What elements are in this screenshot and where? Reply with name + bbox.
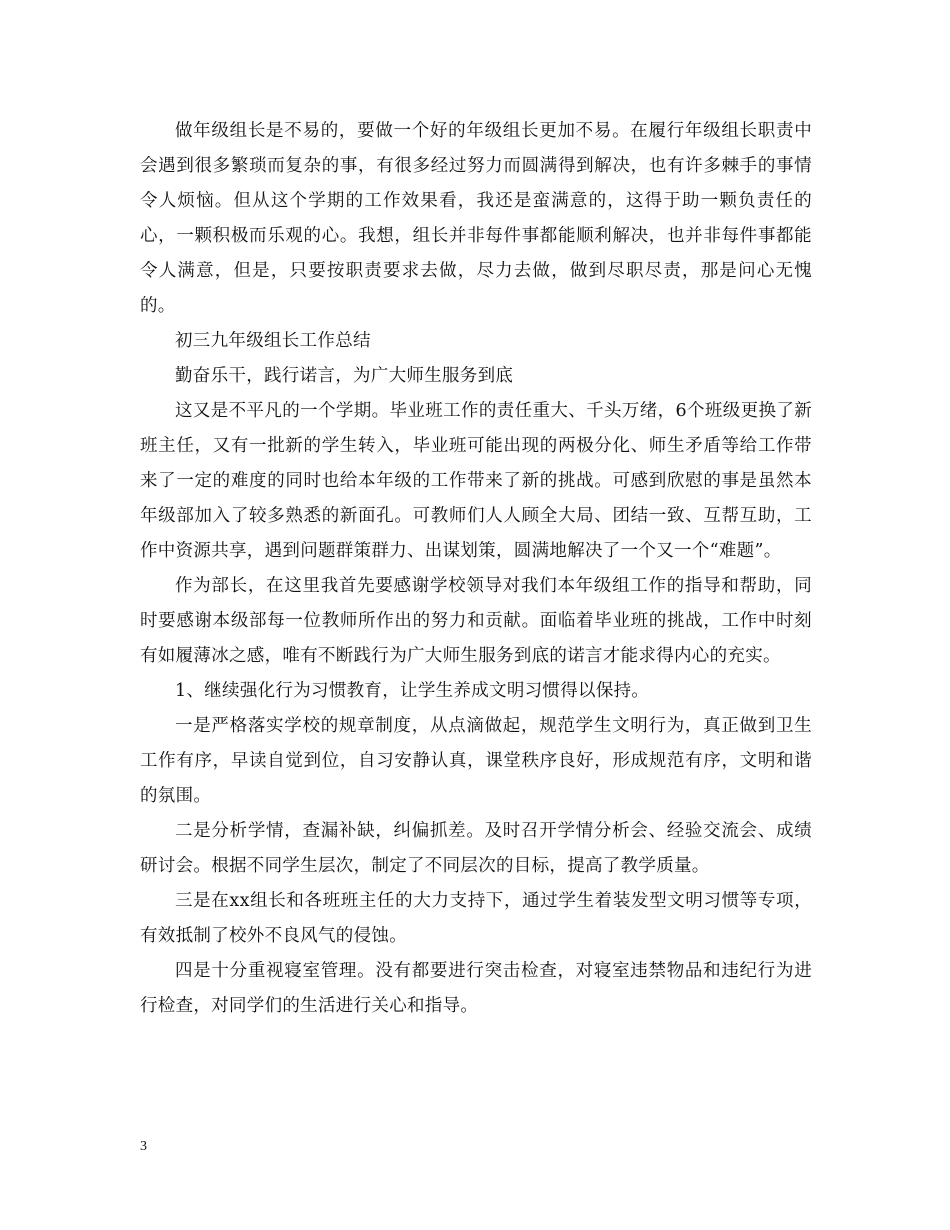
- paragraph-intro: 做年级组长是不易的，要做一个好的年级组长更加不易。在履行年级组长职责中会遇到很多繁琐而复杂的事，有很多经过努力而圆满得到解决，也有许多棘手的事情令人烦恼。但从这个学期的工作效果看，我还是蛮满意的，这得于助一颗负责任的心，一颗积极而乐观的心。我想，组长并非每件事都能顺利解决，也并非每件事都能令人满意，但是，只要按职责要求去做，尽力去做，做到尽职尽责，那是问心无愧的。: [140, 121, 812, 316]
- paragraph-thanks: 作为部长，在这里我首先要感谢学校领导对我们本年级组工作的指导和帮助，同时要感谢本级部每一位教师所作出的努力和贡献。面临着毕业班的挑战，工作中时刻有如履薄冰之感，唯有不断践行为广大师生服务到底的诺言才能求得内心的充实。: [140, 576, 812, 666]
- list-item-third: 三是在xx组长和各班班主任的大力支持下，通过学生着装发型文明习惯等专项，有效抵制了校外不良风气的侵蚀。: [140, 891, 812, 946]
- paragraph-semester: 这又是不平凡的一个学期。毕业班工作的责任重大、千头万绪，6个班级更换了新班主任，又有一批新的学生转入，毕业班可能出现的两极分化、师生矛盾等给工作带来了一定的难度的同时也给本年级的工作带来了新的挑战。可感到欣慰的事是虽然本年级部加入了较多熟悉的新面孔。可教师们人人顾全大局、团结一致、互帮互助，工作中资源共享，遇到问题群策群力、出谋划策，圆满地解决了一个又一个“难题”。: [140, 401, 812, 561]
- list-item-fourth: 四是十分重视寝室管理。没有都要进行突击检查，对寝室违禁物品和违纪行为进行检查，对同学们的生活进行关心和指导。: [140, 961, 812, 1016]
- section-title: 初三九年级组长工作总结: [175, 331, 371, 351]
- page-number: 3: [140, 1139, 147, 1154]
- list-item-first: 一是严格落实学校的规章制度，从点滴做起，规范学生文明行为，真正做到卫生工作有序，早读自觉到位，自习安静认真，课堂秩序良好，形成规范有序，文明和谐的氛围。: [140, 716, 812, 806]
- list-item-second: 二是分析学情，查漏补缺，纠偏抓差。及时召开学情分析会、经验交流会、成绩研讨会。根据不同学生层次，制定了不同层次的目标，提高了教学质量。: [140, 821, 812, 876]
- list-heading-1: 1、继续强化行为习惯教育，让学生养成文明习惯得以保持。: [175, 681, 650, 701]
- section-subtitle: 勤奋乐干，践行诺言，为广大师生服务到底: [175, 366, 514, 386]
- document-body: [140, 114, 812, 1024]
